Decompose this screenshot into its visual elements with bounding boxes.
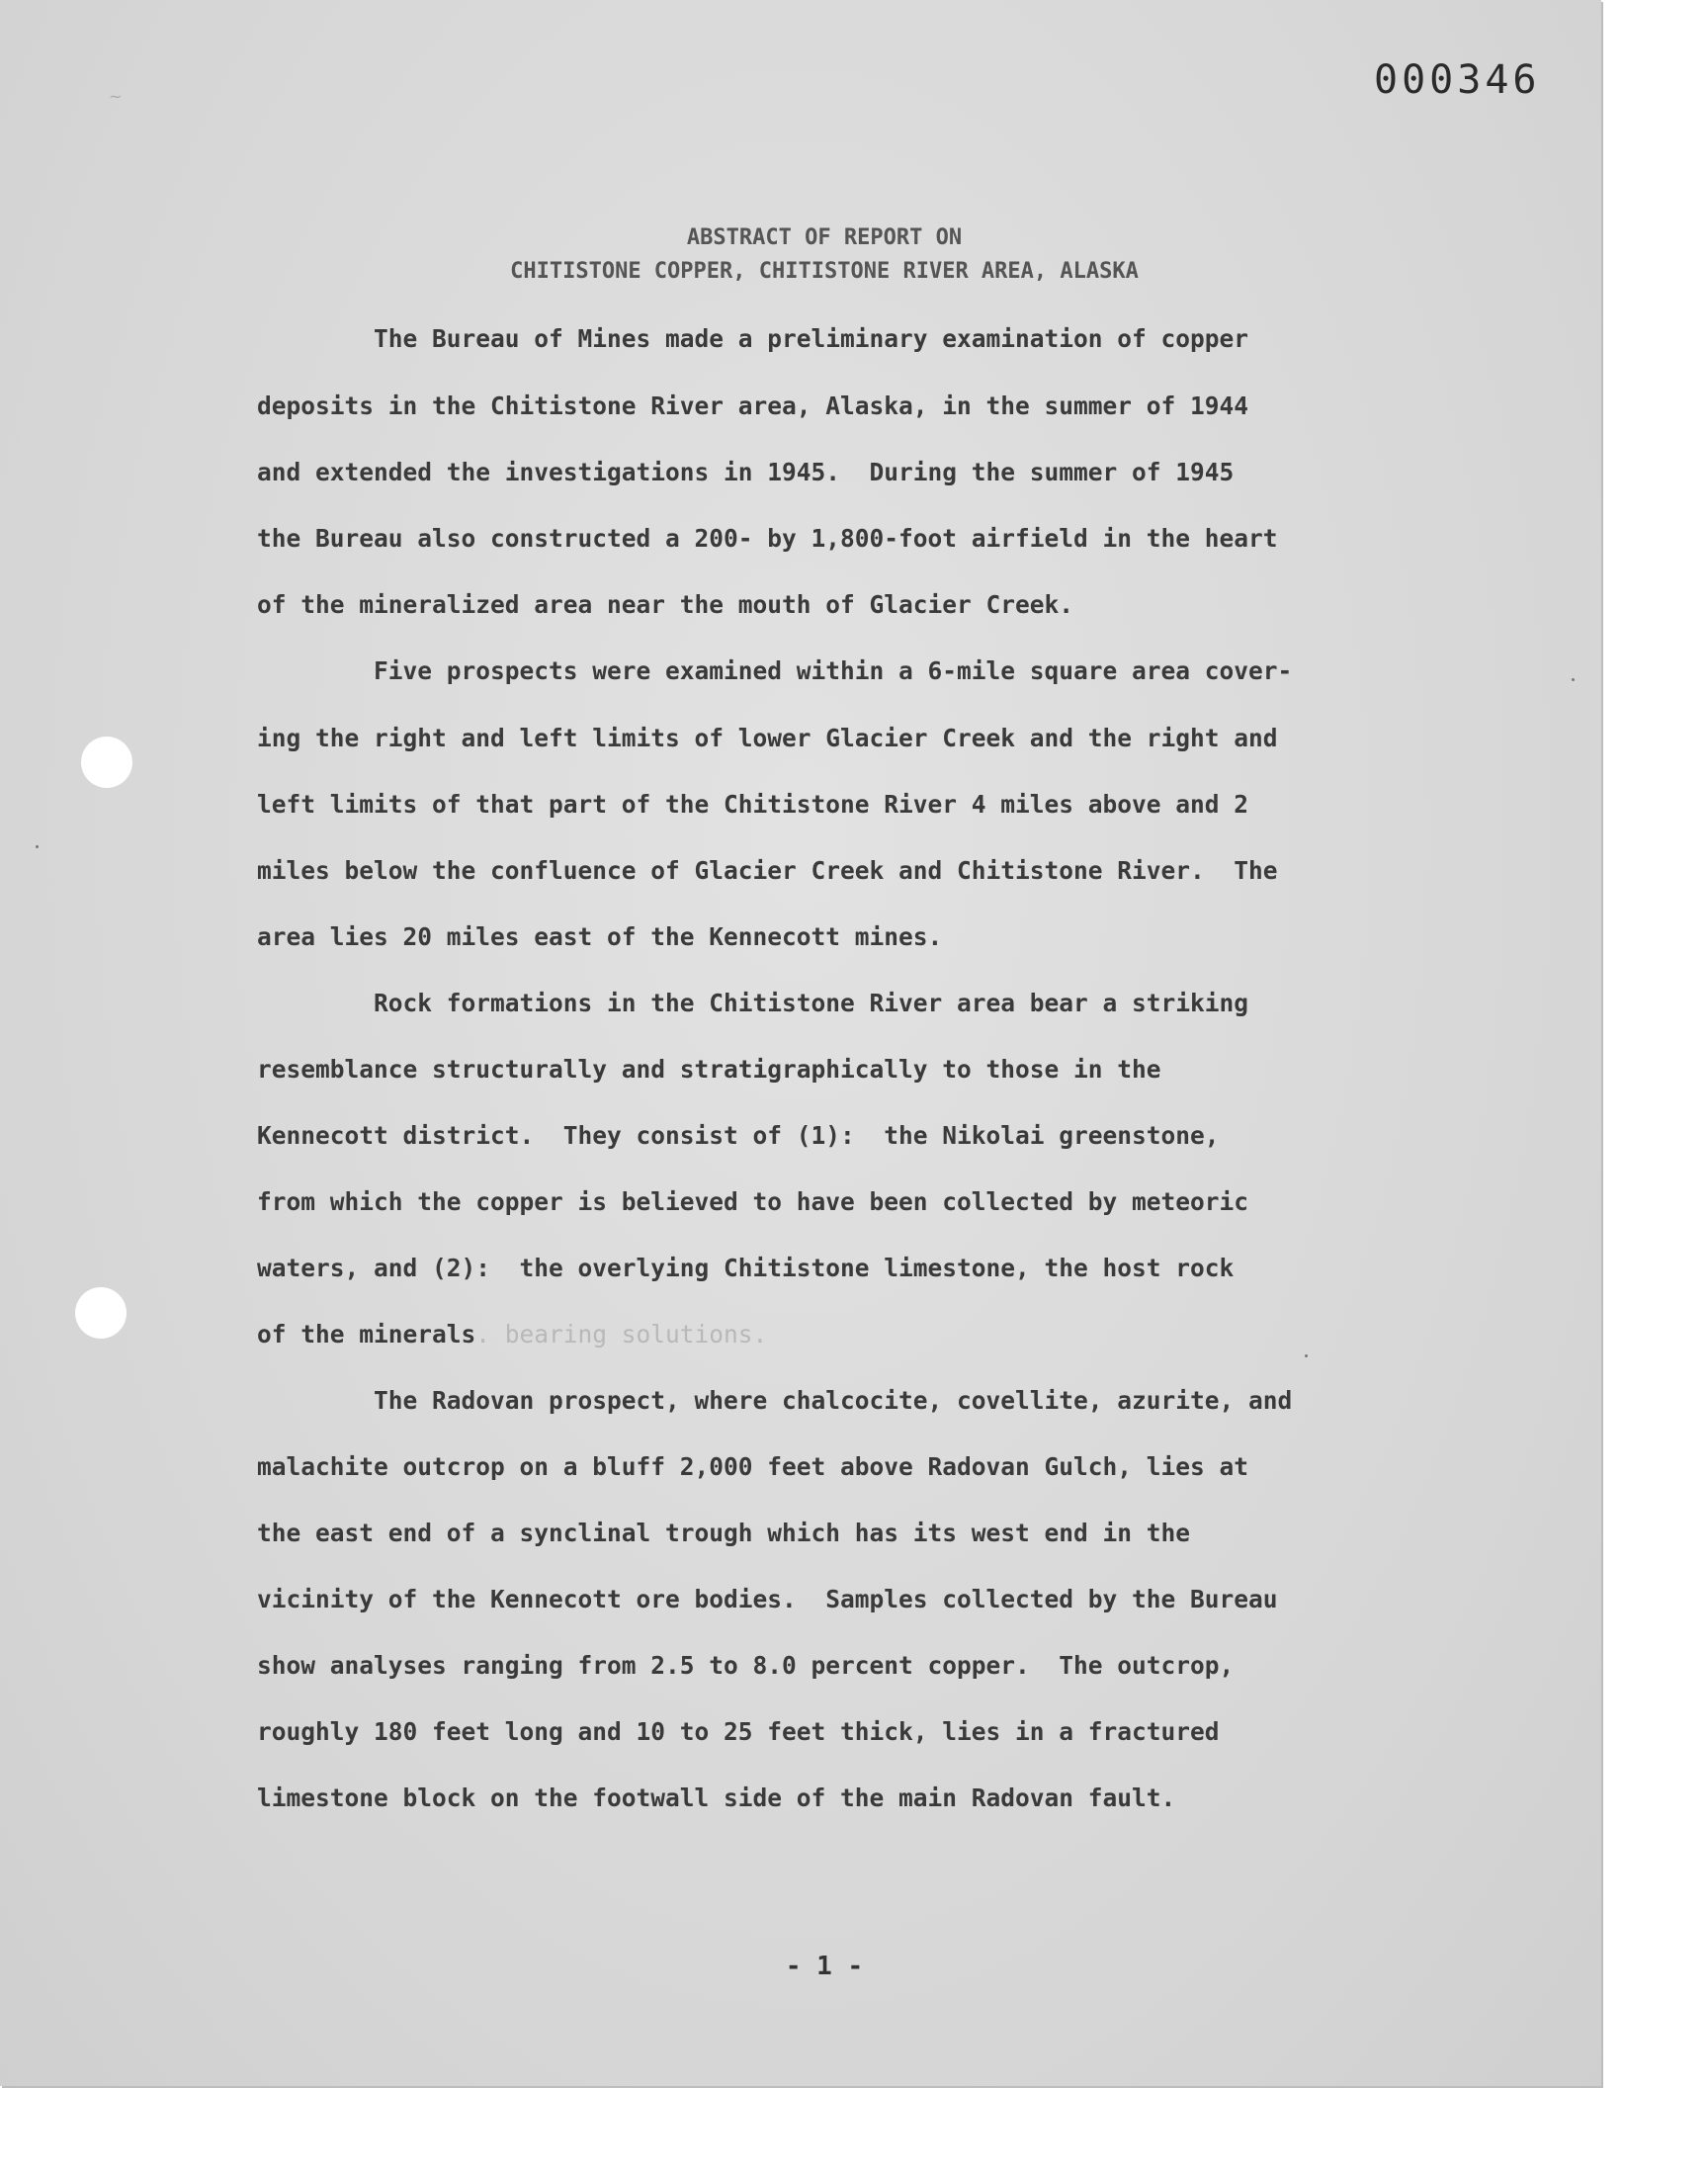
text-line: resemblance structurally and stratigraphically to those in the	[257, 1055, 1161, 1084]
text-line-with-faint-text	[257, 1320, 767, 1348]
text-line: Five prospects were examined within a 6-mile square area cover-	[374, 656, 1293, 685]
text-line: malachite outcrop on a bluff 2,000 feet above Radovan Gulch, lies at	[257, 1452, 1249, 1481]
corner-smudge: ~	[109, 87, 123, 106]
document-number: 000346	[1374, 57, 1541, 103]
text-line: left limits of that part of the Chitistone River 4 miles above and 2	[257, 790, 1249, 819]
text-line: from which the copper is believed to have been collected by meteoric	[257, 1187, 1249, 1216]
text-line: The Radovan prospect, where chalcocite, covellite, azurite, and	[374, 1386, 1293, 1415]
page-number: - 1 -	[785, 1952, 864, 1981]
text-line: miles below the confluence of Glacier Creek and Chitistone River. The	[257, 856, 1278, 885]
text-line: and extended the investigations in 1945. During the summer of 1945	[257, 458, 1235, 486]
dust-speck	[36, 845, 39, 848]
dust-speck	[1305, 1354, 1308, 1357]
text-line: vicinity of the Kennecott ore bodies. Samples collected by the Bureau	[257, 1585, 1278, 1613]
text-line: deposits in the Chitistone River area, Alaska, in the summer of 1944	[257, 392, 1249, 420]
text-line: Rock formations in the Chitistone River area bear a striking	[374, 989, 1249, 1017]
text-line: show analyses ranging from 2.5 to 8.0 percent copper. The outcrop,	[257, 1651, 1235, 1680]
punch-hole	[81, 737, 132, 788]
text-line: roughly 180 feet long and 10 to 25 feet thick, lies in a fractured	[257, 1717, 1220, 1746]
text-line: the east end of a synclinal trough which has its west end in the	[257, 1519, 1191, 1547]
text-line: The Bureau of Mines made a preliminary examination of copper	[374, 324, 1249, 353]
text-segment: of the minerals	[257, 1320, 476, 1348]
text-line: the Bureau also constructed a 200- by 1,800-foot airfield in the heart	[257, 524, 1278, 553]
text-line: Kennecott district. They consist of (1): the Nikolai greenstone,	[257, 1121, 1220, 1150]
text-line: limestone block on the footwall side of the main Radovan fault.	[257, 1784, 1176, 1812]
punch-hole	[75, 1287, 127, 1339]
title-line-2: CHITISTONE COPPER, CHITISTONE RIVER AREA, ALASKA	[510, 259, 1139, 284]
text-line: waters, and (2): the overlying Chitistone limestone, the host rock	[257, 1254, 1235, 1282]
text-line: of the mineralized area near the mouth of Glacier Creek.	[257, 590, 1074, 619]
text-line: ing the right and left limits of lower Glacier Creek and the right and	[257, 724, 1278, 752]
faint-text: . bearing solutions.	[475, 1320, 768, 1348]
dust-speck	[1572, 678, 1575, 681]
text-line: area lies 20 miles east of the Kennecott mines.	[257, 922, 943, 951]
title-line-1: ABSTRACT OF REPORT ON	[686, 225, 963, 250]
